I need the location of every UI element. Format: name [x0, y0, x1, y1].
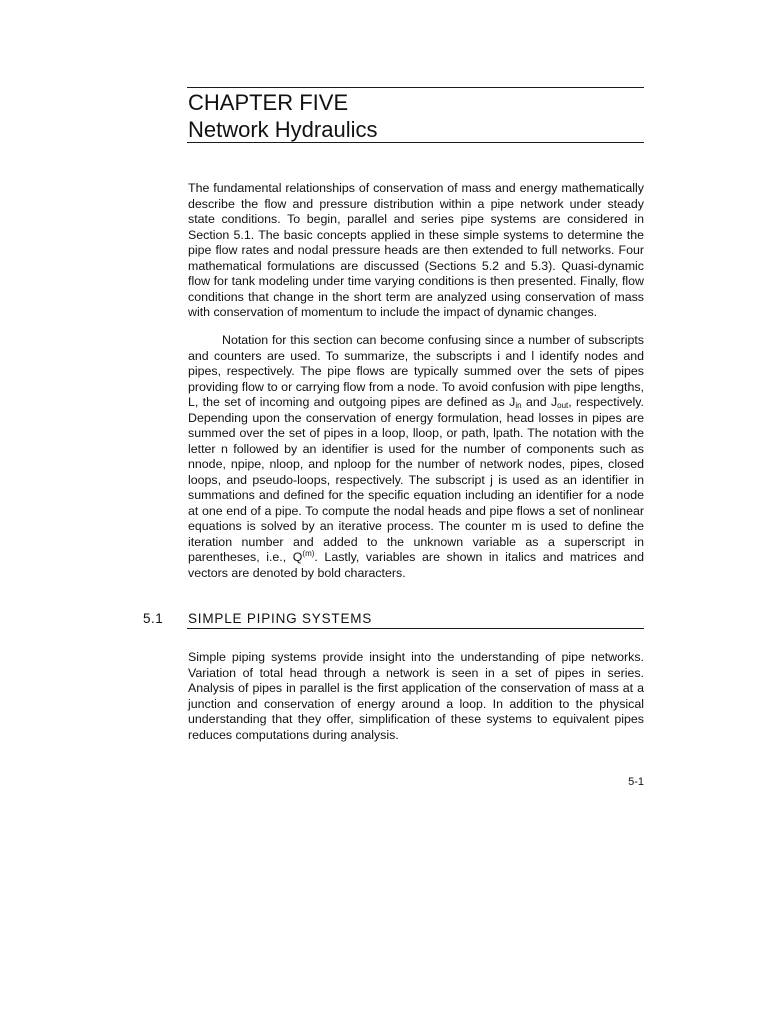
- chapter-label: CHAPTER FIVE: [188, 90, 349, 115]
- chapter-title: Network Hydraulics: [188, 117, 378, 142]
- subscript-out: out: [557, 401, 569, 410]
- section-number: 5.1: [143, 611, 164, 626]
- page-number: 5-1: [628, 776, 644, 788]
- intro-paragraph-1: The fundamental relationships of conservation of mass and energy mathematically describe the flow and pressure distribution within a pipe network under steady state conditions. To begin, parallel and series pipe systems are considered in Section 5.1. The basic concepts applied in these simple systems to determine the pipe flow rates and nodal pressure heads are then extended to full networks. Four mathematical formulations are discussed (Sections 5.2 and 5.3). Quasi-dynamic flow for tank modeling under time varying conditions is then presented. Finally, flow conditions that change in the short term are analyzed using conservation of mass with conservation of momentum to include the impact of dynamic changes.: [188, 181, 644, 319]
- notation-text-part-4: . Lastly, variables are shown in italics and matrices and vectors are denoted by bold characters.: [188, 550, 644, 580]
- notation-text-part-3: , respectively. Depending upon the conservation of energy formulation, head losses in pipes are summed over the set of pipes in a loop, lloop, or path, lpath. The notation with the letter n followed by an identifier is used for the number of components such as nnode, npipe, nloop, and nploop for the number of network nodes, pipes, closed loops, and pseudo-loops, respectively. The subscript j is used as an identifier in summations and defined for the specific equation including an identifier for a node at one end of a pipe. To compute the nodal heads and pipe flows a set of nonlinear equations is solved by an iterative process. The counter m is used to define the iteration number and added to the unknown variable as a superscript in parentheses, i.e., Q: [188, 395, 645, 564]
- notation-text-part-1: Notation for this section can become confusing since a number of subscripts and counters are used. To summarize, the subscripts i and l identify nodes and pipes, respectively. The pipe flows are typically summed over the sets of pipes providing flow to or carrying flow from a node. To avoid confusion with pipe lengths, L, the set of incoming and outgoing pipes are defined as J: [188, 333, 644, 409]
- intro-paragraph-2: [188, 333, 644, 581]
- superscript-m: (m): [302, 549, 315, 558]
- section-paragraph: Simple piping systems provide insight into the understanding of pipe networks. Variation of total head through a network is seen in a set of pipes in series. Analysis of pipes in parallel is the first application of the conservation of mass at a junction and conservation of energy around a loop. In addition to the physical understanding that they offer, simplification of these systems to equivalent pipes reduces computations during analysis.: [188, 650, 644, 742]
- section-heading: SIMPLE PIPING SYSTEMS: [188, 611, 373, 626]
- chapter-bottom-rule: [187, 142, 644, 143]
- chapter-top-rule: [187, 87, 644, 88]
- notation-text-part-2: and J: [521, 395, 558, 409]
- subscript-in: in: [515, 401, 522, 410]
- section-rule: [187, 628, 644, 629]
